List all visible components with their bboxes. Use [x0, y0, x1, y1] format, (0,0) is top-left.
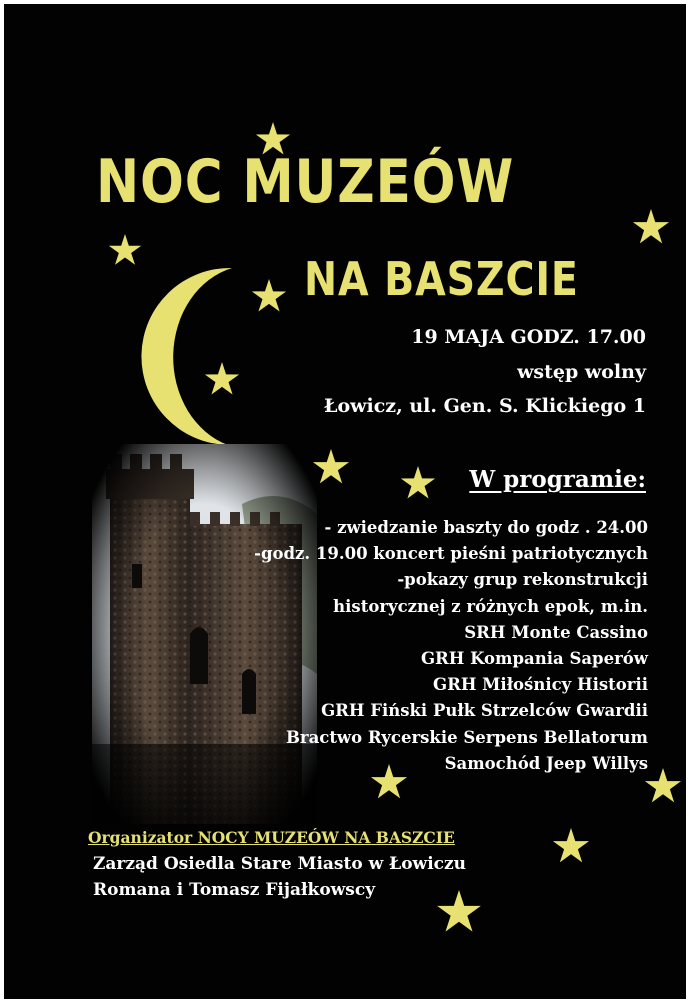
organizer-section — [88, 828, 466, 903]
star-icon — [400, 466, 436, 502]
program-item: GRH Fiński Pułk Strzelców Gwardii — [321, 701, 648, 721]
star-icon — [552, 828, 590, 866]
program-item: historycznej z różnych epok, m.in. — [333, 596, 648, 616]
poster — [4, 4, 686, 999]
star-icon — [644, 768, 682, 806]
star-icon — [108, 234, 142, 268]
program-item: -godz. 19.00 koncert pieśni patriotycznych — [254, 544, 648, 564]
program-item: GRH Miłośnicy Historii — [433, 675, 648, 695]
star-icon — [632, 209, 670, 247]
program-item: Samochód Jeep Willys — [444, 753, 648, 773]
program-heading: W programie: — [469, 466, 646, 493]
event-address: Łowicz, ul. Gen. S. Klickiego 1 — [324, 395, 646, 417]
organizer-title: Organizator NOCY MUZEÓW NA BASZCIE — [88, 828, 455, 847]
organizer-line: Romana i Tomasz Fijałkowscy — [93, 880, 376, 900]
poster-title-line2: NA BASZCIE — [304, 252, 579, 306]
poster-title-line1: NOC MUZEÓW — [96, 147, 515, 217]
program-list — [254, 515, 648, 777]
program-item: GRH Kompania Saperów — [420, 648, 648, 668]
event-date: 19 MAJA GODZ. 17.00 — [411, 326, 646, 348]
star-icon — [251, 279, 287, 315]
crescent-moon-icon — [104, 260, 244, 450]
star-icon — [204, 362, 240, 398]
program-item: - zwiedzanie baszty do godz . 24.00 — [324, 518, 648, 537]
program-item: SRH Monte Cassino — [464, 622, 648, 642]
program-item: -pokazy grup rekonstrukcji — [397, 570, 648, 590]
star-icon — [312, 449, 350, 487]
entry-info: wstęp wolny — [517, 361, 646, 383]
program-item: Bractwo Rycerskie Serpens Bellatorum — [285, 727, 648, 747]
organizer-line: Zarząd Osiedla Stare Miasto w Łowiczu — [93, 854, 467, 874]
